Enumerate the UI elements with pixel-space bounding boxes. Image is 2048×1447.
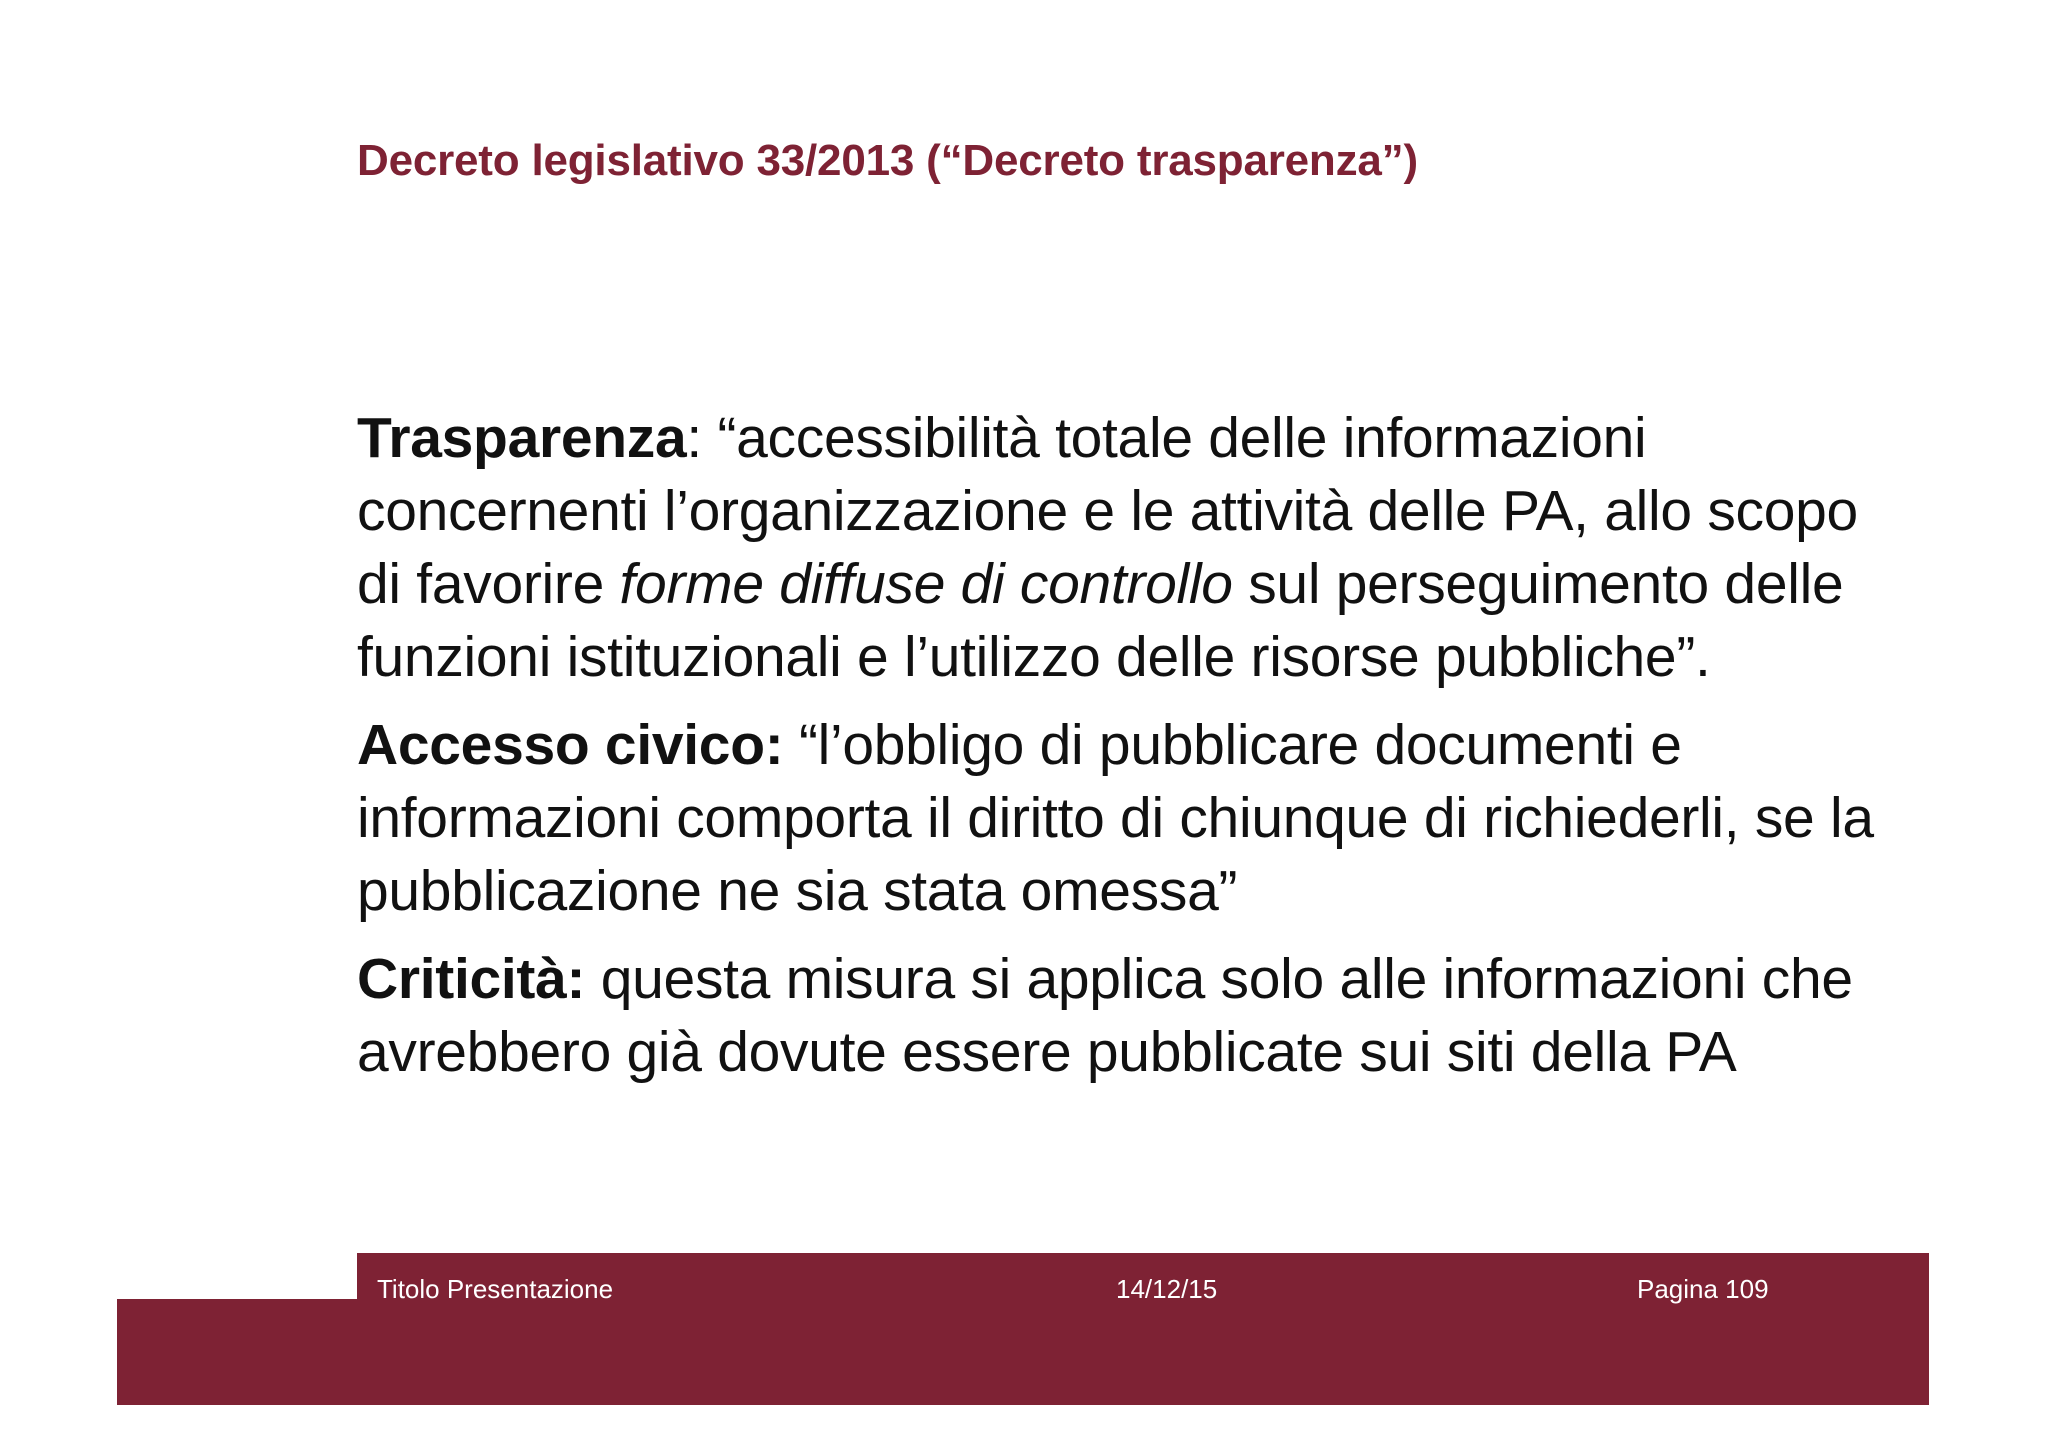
footer-page-number: Pagina 109 (1637, 1274, 1769, 1304)
emphasis-text: forme diffuse di controllo (619, 552, 1233, 616)
footer-date: 14/12/15 (1116, 1274, 1218, 1304)
footer-bar-extension (117, 1299, 359, 1405)
definition-text-part-1: : “accessibilità totale delle informazioni concernenti l’organizzazione e le attività delle PA, allo scopo di favorire (357, 406, 1858, 616)
paragraph-criticita (357, 943, 1917, 1089)
term-trasparenza: Trasparenza (357, 406, 687, 470)
criticita-text: questa misura si applica solo alle informazioni che avrebbero già dovute essere pubblicate sui siti della PA (357, 947, 1853, 1084)
slide-title: Decreto legislativo 33/2013 (“Decreto trasparenza”) (357, 136, 1418, 185)
slide-body (357, 402, 1917, 1104)
paragraph-accesso-civico (357, 709, 1917, 928)
definition-text-part-2: sul perseguimento delle funzioni istituzionali e l’utilizzo delle risorse pubbliche”. (357, 552, 1844, 689)
accesso-civico-text: “l’obbligo di pubblicare documenti e informazioni comporta il diritto di chiunque di richiederli, se la pubblicazione ne sia stata omessa” (357, 713, 1874, 923)
footer-presentation-title: Titolo Presentazione (377, 1274, 614, 1304)
term-criticita: Criticità: (357, 947, 586, 1011)
paragraph-trasparenza (357, 402, 1917, 694)
term-accesso-civico: Accesso civico: (357, 713, 784, 777)
